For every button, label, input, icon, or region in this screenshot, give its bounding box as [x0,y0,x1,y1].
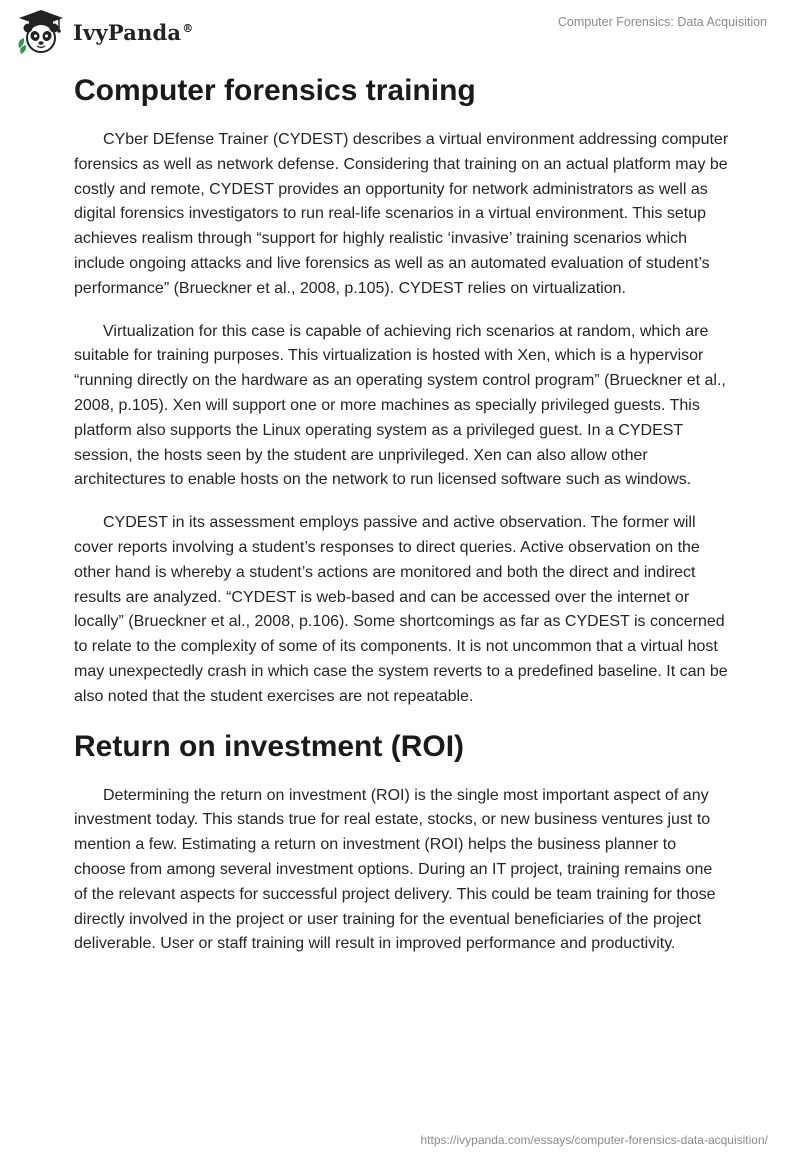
paragraph: CYber DEfense Trainer (CYDEST) describes a virtual environment addressing computer forensics as well as network defense. Considering that training on an actual platform may be costly and remote, CYDEST provides an opportunity for network administrators as well as digital forensics investigators to run real-life scenarios in a virtual environment. This setup achieves realism through “support for highly realistic ‘invasive’ training scenarios which include ongoing attacks and live forensics as well as an automated evaluation of student’s performance” (Brueckner et al., 2008, p.105). CYDEST relies on virtualization. [74,131,729,297]
section-heading-roi: Return on investment (ROI) [74,729,465,763]
paragraph: Determining the return on investment (ROI) is the single most important aspect of any investment today. This stands true for real estate, stocks, or new business ventures just to mention a few. Estimating a return on investment (ROI) helps the business planner to choose from among several investment options. During an IT project, training remains one of the relevant aspects for successful project delivery. This could be team training for those directly involved in the project or user training for the eventual beneficiaries of the project deliverable. User or staff training will result in improved performance and productivity. [74,786,716,953]
logo-wordmark: IvyPanda® [73,19,194,45]
panda-graduate-icon [15,8,67,56]
ivypanda-logo[interactable] [15,8,193,56]
page-header [0,0,800,64]
paragraph: Virtualization for this case is capable of achieving rich scenarios at random, which are suitable for training purposes. This virtualization is hosted with Xen, which is a hypervisor “running directly on the hardware as an operating system control program” (Brueckner et al., 2008, p.105). Xen will support one or more machines as specially privileged guests. This platform also supports the Linux operating system as a privileged guest. In a CYDEST session, the hosts seen by the student are unprivileged. Xen can also allow other architectures to enable hosts on the network to run licensed software such as windows. [74,322,726,489]
section-heading-forensics-training: Computer forensics training [74,74,476,107]
essay-body [74,72,730,975]
document-title: Computer Forensics: Data Acquisition [557,15,767,29]
source-url[interactable]: https://ivypanda.com/essays/computer-forensics-data-acquisition/ [420,1133,768,1147]
paragraph: CYDEST in its assessment employs passive and active observation. The former will cover reports involving a student’s responses to direct queries. Active observation on the other hand is whereby a student’s actions are monitored and both the direct and indirect results are analyzed. “CYDEST is web-based and can be accessed over the internet or locally” (Brueckner et al., 2008, p.106). Some shortcomings as far as CYDEST is concerned to relate to the complexity of some of its components. It is not uncommon that a virtual host may unexpectedly crash in which case the system reverts to a predefined baseline. It can be also noted that the student exercises are not repeatable. [74,514,728,705]
